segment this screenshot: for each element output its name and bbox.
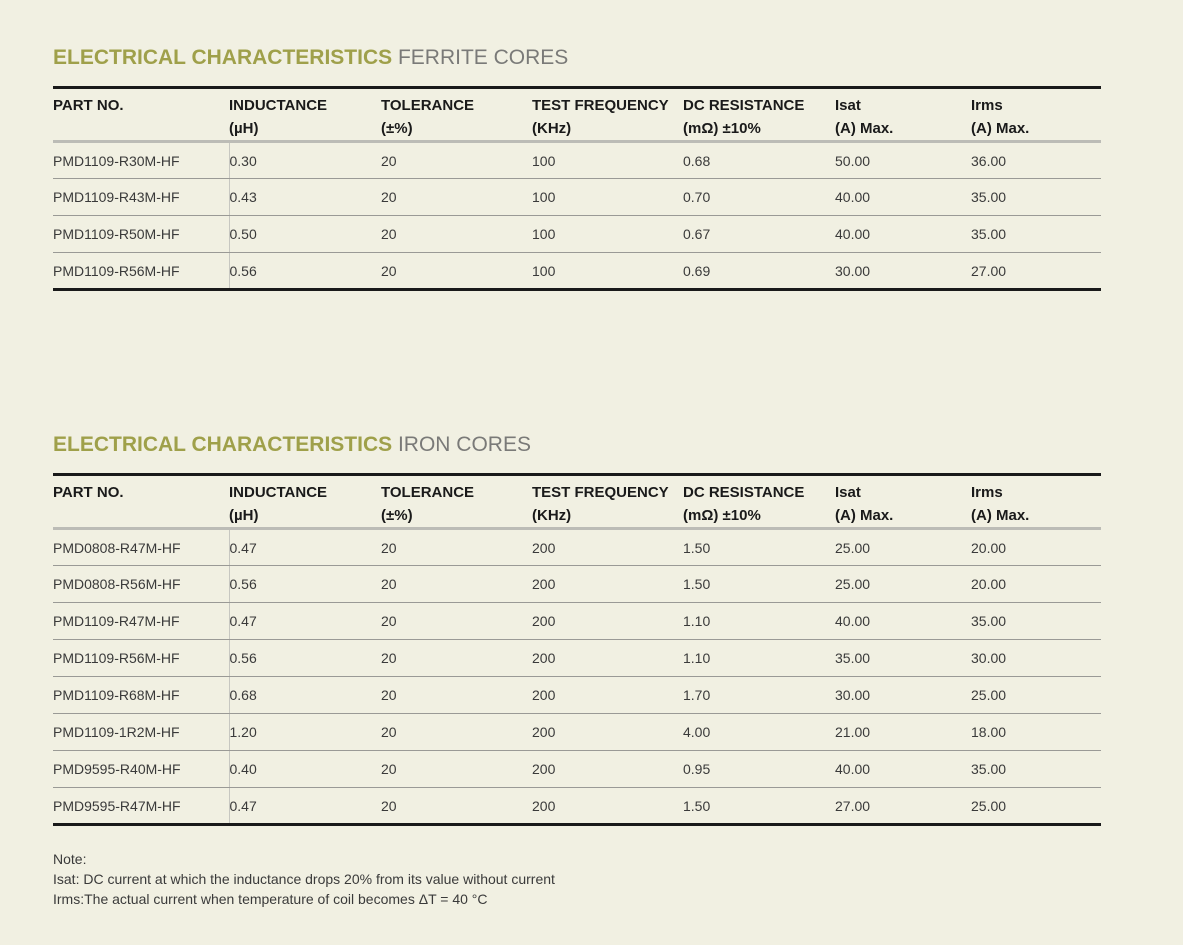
table-cell: 25.00 bbox=[971, 677, 1101, 714]
part-number-cell: PMD1109-R68M-HF bbox=[53, 677, 229, 714]
ferrite-title-main: ELECTRICAL CHARACTERISTICS bbox=[53, 46, 393, 69]
column-header bbox=[532, 475, 683, 529]
column-header-unit: (KHz) bbox=[532, 507, 572, 524]
table-cell: 200 bbox=[532, 566, 683, 603]
table-cell: 200 bbox=[532, 529, 683, 566]
column-header-unit: (A) Max. bbox=[971, 507, 1030, 524]
column-header bbox=[229, 475, 381, 529]
table-cell: 27.00 bbox=[835, 788, 971, 825]
table-cell: 200 bbox=[532, 714, 683, 751]
table-cell: 1.50 bbox=[683, 788, 835, 825]
column-header bbox=[683, 475, 835, 529]
table-cell: 200 bbox=[532, 677, 683, 714]
table-cell: 0.30 bbox=[229, 142, 381, 179]
table-cell: 0.47 bbox=[229, 603, 381, 640]
ferrite-title-sub: FERRITE CORES bbox=[397, 46, 569, 69]
column-header-unit: (mΩ) ±10% bbox=[683, 120, 761, 137]
column-header-unit: (µH) bbox=[229, 507, 259, 524]
note-isat: Isat: DC current at which the inductance drops 20% from its value without current bbox=[53, 871, 555, 887]
table-cell: 1.10 bbox=[683, 640, 835, 677]
table-cell: 25.00 bbox=[971, 788, 1101, 825]
table-cell: 30.00 bbox=[835, 677, 971, 714]
table-cell: 0.56 bbox=[229, 253, 381, 290]
table-cell: 0.70 bbox=[683, 179, 835, 216]
column-header-label: Irms bbox=[971, 97, 1003, 114]
table-cell: 0.56 bbox=[229, 566, 381, 603]
iron-table-body bbox=[53, 529, 1101, 825]
column-header-label: INDUCTANCE bbox=[229, 484, 328, 501]
table-cell: 40.00 bbox=[835, 216, 971, 253]
table-cell: 35.00 bbox=[835, 640, 971, 677]
table-cell: 20 bbox=[381, 142, 532, 179]
table-cell: 40.00 bbox=[835, 179, 971, 216]
table-cell: 20 bbox=[381, 603, 532, 640]
column-header bbox=[229, 88, 381, 142]
table-cell: 100 bbox=[532, 179, 683, 216]
table-cell: 100 bbox=[532, 253, 683, 290]
part-number-cell: PMD9595-R47M-HF bbox=[53, 788, 229, 825]
part-number-cell: PMD1109-R56M-HF bbox=[53, 253, 229, 290]
table-cell: 40.00 bbox=[835, 751, 971, 788]
table-cell: 1.50 bbox=[683, 566, 835, 603]
column-header-unit: (A) Max. bbox=[835, 120, 894, 137]
table-row bbox=[53, 566, 1101, 603]
column-header-label: Irms bbox=[971, 484, 1003, 501]
note-heading: Note: bbox=[53, 851, 87, 867]
table-cell: 35.00 bbox=[971, 603, 1101, 640]
iron-section bbox=[53, 433, 1101, 826]
table-cell: 0.56 bbox=[229, 640, 381, 677]
column-header-label: PART NO. bbox=[53, 484, 124, 501]
table-cell: 27.00 bbox=[971, 253, 1101, 290]
table-cell: 20.00 bbox=[971, 529, 1101, 566]
iron-title-main: ELECTRICAL CHARACTERISTICS bbox=[53, 433, 393, 456]
table-cell: 21.00 bbox=[835, 714, 971, 751]
table-cell: 0.43 bbox=[229, 179, 381, 216]
column-header-unit: (A) Max. bbox=[835, 507, 894, 524]
column-header-unit: (±%) bbox=[381, 507, 413, 524]
table-cell: 200 bbox=[532, 603, 683, 640]
table-cell: 30.00 bbox=[971, 640, 1101, 677]
table-cell: 20.00 bbox=[971, 566, 1101, 603]
column-header-label: DC RESISTANCE bbox=[683, 484, 805, 501]
table-row bbox=[53, 788, 1101, 825]
table-cell: 0.68 bbox=[229, 677, 381, 714]
table-row bbox=[53, 603, 1101, 640]
table-cell: 200 bbox=[532, 640, 683, 677]
table-cell: 35.00 bbox=[971, 216, 1101, 253]
table-cell: 20 bbox=[381, 751, 532, 788]
table-cell: 20 bbox=[381, 253, 532, 290]
column-header-unit: (mΩ) ±10% bbox=[683, 507, 761, 524]
table-cell: 20 bbox=[381, 179, 532, 216]
part-number-cell: PMD1109-R30M-HF bbox=[53, 142, 229, 179]
table-cell: 0.68 bbox=[683, 142, 835, 179]
part-number-cell: PMD1109-R43M-HF bbox=[53, 179, 229, 216]
column-header bbox=[835, 88, 971, 142]
column-header bbox=[683, 88, 835, 142]
table-cell: 25.00 bbox=[835, 529, 971, 566]
part-number-cell: PMD9595-R40M-HF bbox=[53, 751, 229, 788]
table-cell: 0.47 bbox=[229, 529, 381, 566]
footnote bbox=[53, 849, 555, 909]
column-header bbox=[532, 88, 683, 142]
table-cell: 1.70 bbox=[683, 677, 835, 714]
table-cell: 18.00 bbox=[971, 714, 1101, 751]
table-cell: 200 bbox=[532, 788, 683, 825]
column-header-label: TOLERANCE bbox=[381, 97, 475, 114]
note-irms: Irms:The actual current when temperature of coil becomes ΔT = 40 °C bbox=[53, 891, 488, 907]
table-cell: 20 bbox=[381, 566, 532, 603]
table-cell: 20 bbox=[381, 677, 532, 714]
table-row bbox=[53, 179, 1101, 216]
ferrite-header-row bbox=[53, 88, 1101, 142]
column-header bbox=[53, 88, 229, 142]
column-header-unit: (A) Max. bbox=[971, 120, 1030, 137]
table-cell: 36.00 bbox=[971, 142, 1101, 179]
iron-header-row bbox=[53, 475, 1101, 529]
table-cell: 35.00 bbox=[971, 751, 1101, 788]
table-cell: 30.00 bbox=[835, 253, 971, 290]
part-number-cell: PMD1109-R47M-HF bbox=[53, 603, 229, 640]
part-number-cell: PMD1109-1R2M-HF bbox=[53, 714, 229, 751]
ferrite-section-title bbox=[53, 46, 1101, 70]
table-cell: 20 bbox=[381, 216, 532, 253]
table-cell: 0.69 bbox=[683, 253, 835, 290]
column-header bbox=[381, 88, 532, 142]
table-cell: 20 bbox=[381, 788, 532, 825]
column-header-label: DC RESISTANCE bbox=[683, 97, 805, 114]
table-row bbox=[53, 142, 1101, 179]
part-number-cell: PMD1109-R56M-HF bbox=[53, 640, 229, 677]
table-cell: 0.40 bbox=[229, 751, 381, 788]
table-cell: 100 bbox=[532, 142, 683, 179]
table-cell: 35.00 bbox=[971, 179, 1101, 216]
column-header-label: PART NO. bbox=[53, 97, 124, 114]
table-cell: 1.50 bbox=[683, 529, 835, 566]
column-header-label: TEST FREQUENCY bbox=[532, 484, 669, 501]
table-cell: 0.67 bbox=[683, 216, 835, 253]
column-header-label: INDUCTANCE bbox=[229, 97, 328, 114]
table-row bbox=[53, 640, 1101, 677]
ferrite-table-body bbox=[53, 142, 1101, 290]
table-row bbox=[53, 216, 1101, 253]
table-row bbox=[53, 677, 1101, 714]
table-cell: 25.00 bbox=[835, 566, 971, 603]
part-number-cell: PMD0808-R47M-HF bbox=[53, 529, 229, 566]
iron-title-sub: IRON CORES bbox=[397, 433, 531, 456]
table-row bbox=[53, 529, 1101, 566]
ferrite-table bbox=[53, 86, 1101, 291]
table-cell: 100 bbox=[532, 216, 683, 253]
column-header-label: TOLERANCE bbox=[381, 484, 475, 501]
table-row bbox=[53, 253, 1101, 290]
table-cell: 40.00 bbox=[835, 603, 971, 640]
column-header-unit: (±%) bbox=[381, 120, 413, 137]
table-cell: 200 bbox=[532, 751, 683, 788]
table-cell: 1.20 bbox=[229, 714, 381, 751]
table-cell: 50.00 bbox=[835, 142, 971, 179]
table-cell: 1.10 bbox=[683, 603, 835, 640]
iron-table bbox=[53, 473, 1101, 826]
column-header-label: Isat bbox=[835, 97, 861, 114]
column-header-label: Isat bbox=[835, 484, 861, 501]
part-number-cell: PMD0808-R56M-HF bbox=[53, 566, 229, 603]
column-header bbox=[971, 88, 1101, 142]
column-header bbox=[971, 475, 1101, 529]
table-row bbox=[53, 714, 1101, 751]
column-header-unit: (µH) bbox=[229, 120, 259, 137]
column-header bbox=[53, 475, 229, 529]
column-header-label: TEST FREQUENCY bbox=[532, 97, 669, 114]
table-cell: 20 bbox=[381, 714, 532, 751]
table-cell: 20 bbox=[381, 640, 532, 677]
table-cell: 0.95 bbox=[683, 751, 835, 788]
column-header bbox=[381, 475, 532, 529]
column-header bbox=[835, 475, 971, 529]
table-cell: 0.47 bbox=[229, 788, 381, 825]
iron-section-title bbox=[53, 433, 1101, 457]
table-cell: 4.00 bbox=[683, 714, 835, 751]
table-cell: 20 bbox=[381, 529, 532, 566]
table-cell: 0.50 bbox=[229, 216, 381, 253]
table-row bbox=[53, 751, 1101, 788]
ferrite-section bbox=[53, 46, 1101, 291]
part-number-cell: PMD1109-R50M-HF bbox=[53, 216, 229, 253]
column-header-unit: (KHz) bbox=[532, 120, 572, 137]
